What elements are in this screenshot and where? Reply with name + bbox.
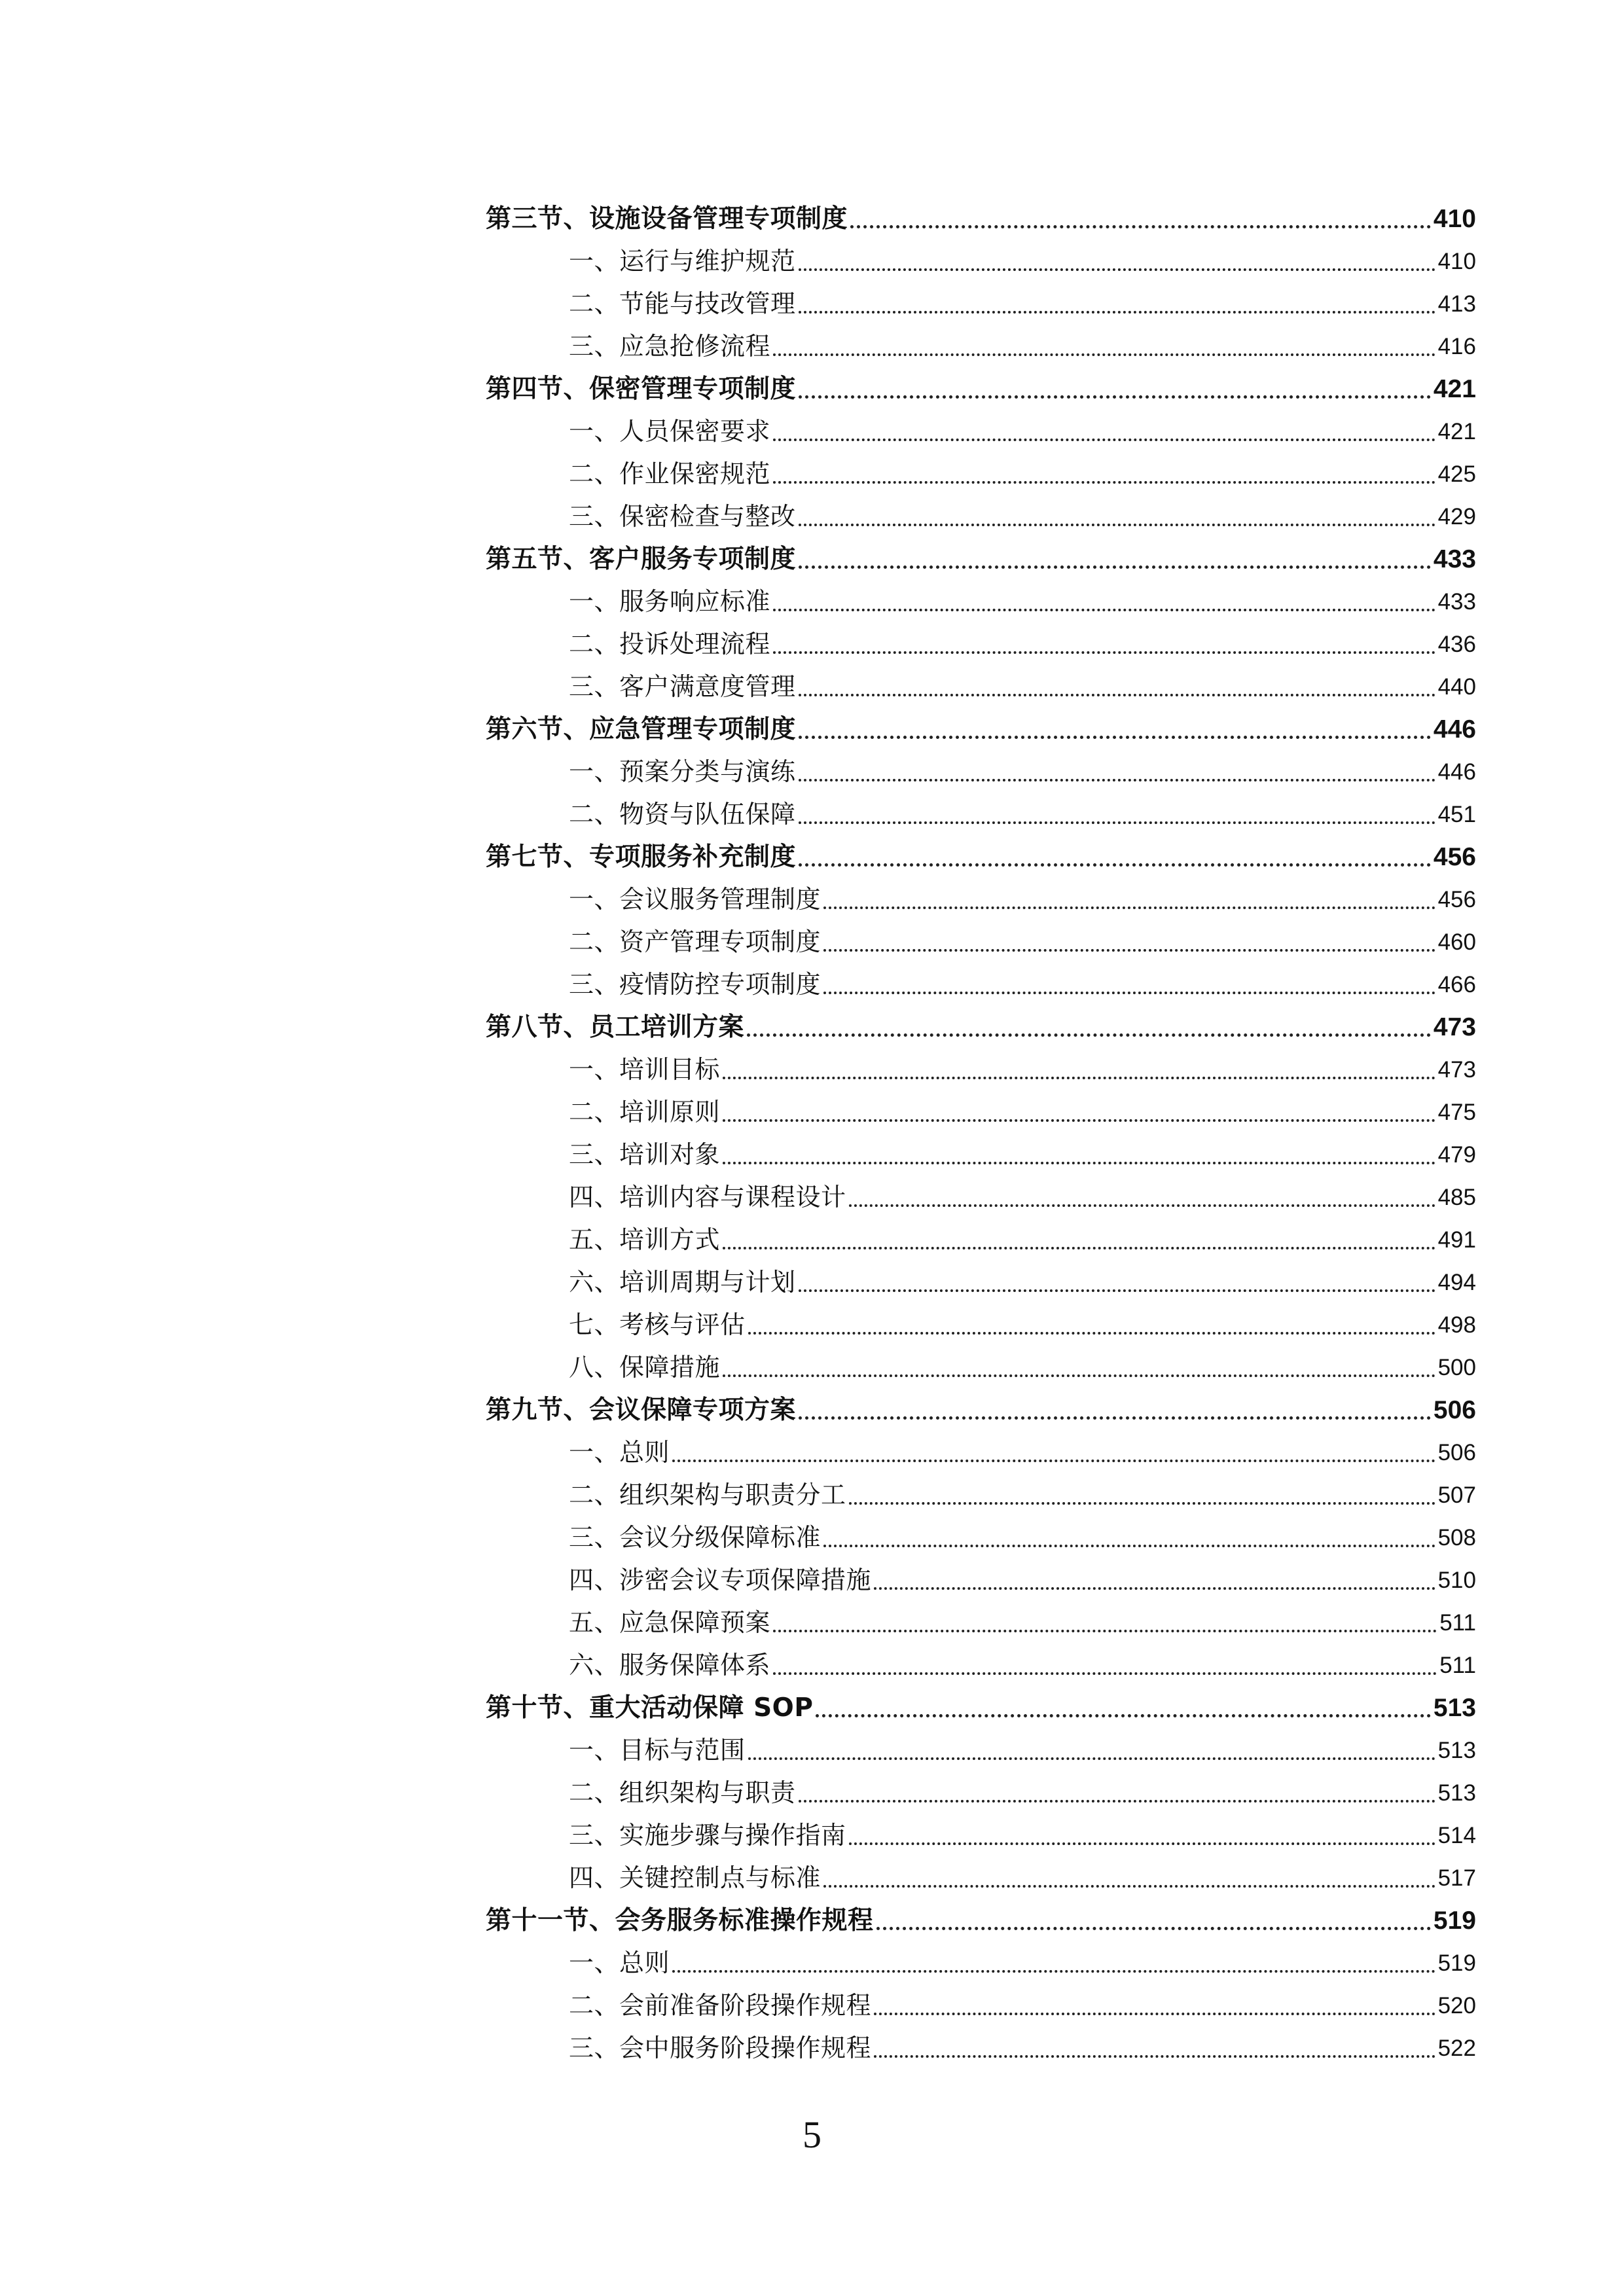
toc-dot-leader <box>799 863 1431 867</box>
toc-entry-page: 433 <box>1437 589 1476 615</box>
toc-dot-leader <box>799 694 1435 696</box>
toc-dot-leader <box>876 1927 1431 1930</box>
toc-subsection-entry[interactable] <box>486 495 1476 538</box>
toc-dot-leader <box>823 1545 1435 1547</box>
toc-entry-title: 一、预案分类与演练 <box>569 757 796 786</box>
toc-entry-page: 425 <box>1437 461 1476 487</box>
toc-entry-page: 456 <box>1433 843 1476 871</box>
toc-dot-leader <box>874 2055 1435 2058</box>
toc-entry-title: 第八节、员工培训方案 <box>486 1013 745 1042</box>
toc-entry-title: 一、培训目标 <box>569 1055 721 1084</box>
toc-subsection-entry[interactable] <box>486 1134 1476 1176</box>
toc-subsection-entry[interactable] <box>486 623 1476 666</box>
toc-subsection-entry[interactable] <box>486 1729 1476 1772</box>
toc-dot-leader <box>748 1757 1435 1760</box>
toc-dot-leader <box>849 1502 1435 1505</box>
toc-entry-title: 五、培训方式 <box>569 1225 721 1254</box>
toc-dot-leader <box>799 524 1435 526</box>
toc-entry-title: 第六节、应急管理专项制度 <box>486 715 797 744</box>
toc-entry-page: 506 <box>1437 1440 1476 1465</box>
toc-entry-page: 513 <box>1437 1780 1476 1806</box>
toc-entry-page: 446 <box>1437 759 1476 785</box>
toc-dot-leader <box>773 651 1435 654</box>
toc-entry-page: 491 <box>1437 1227 1476 1253</box>
toc-entry-title: 一、服务响应标准 <box>569 587 771 616</box>
toc-subsection-entry[interactable] <box>486 1559 1476 1602</box>
toc-entry-page: 514 <box>1437 1823 1476 1848</box>
toc-entry-page: 451 <box>1437 802 1476 827</box>
toc-entry-title: 一、总则 <box>569 1948 670 1977</box>
toc-entry-title: 第三节、设施设备管理专项制度 <box>486 204 848 234</box>
toc-subsection-entry[interactable] <box>486 1644 1476 1687</box>
toc-entry-title: 三、培训对象 <box>569 1140 721 1169</box>
toc-subsection-entry[interactable] <box>486 1474 1476 1516</box>
toc-subsection-entry[interactable] <box>486 283 1476 325</box>
toc-subsection-entry[interactable] <box>486 1304 1476 1346</box>
toc-entry-page: 520 <box>1437 1993 1476 2018</box>
toc-section-entry[interactable] <box>486 1006 1476 1049</box>
toc-entry-page: 511 <box>1439 1610 1476 1636</box>
toc-entry-title: 第四节、保密管理专项制度 <box>486 374 797 404</box>
toc-entry-title: 四、涉密会议专项保障措施 <box>569 1566 872 1594</box>
toc-dot-leader <box>773 1630 1437 1632</box>
toc-entry-title: 一、总则 <box>569 1438 670 1467</box>
toc-entry-page: 508 <box>1437 1525 1476 1551</box>
toc-dot-leader <box>850 225 1431 228</box>
toc-subsection-entry[interactable] <box>486 410 1476 453</box>
table-of-contents <box>486 198 1476 2070</box>
toc-section-entry[interactable] <box>486 708 1476 751</box>
toc-entry-title: 四、关键控制点与标准 <box>569 1863 821 1892</box>
toc-dot-leader <box>799 1800 1435 1803</box>
toc-subsection-entry[interactable] <box>486 751 1476 793</box>
toc-entry-title: 第五节、客户服务专项制度 <box>486 545 797 574</box>
toc-entry-page: 511 <box>1439 1653 1476 1678</box>
toc-dot-leader <box>849 1204 1435 1207</box>
toc-entry-page: 494 <box>1437 1270 1476 1295</box>
toc-entry-page: 421 <box>1437 419 1476 444</box>
toc-subsection-entry[interactable] <box>486 1772 1476 1814</box>
toc-entry-page: 510 <box>1437 1568 1476 1593</box>
toc-dot-leader <box>773 353 1435 356</box>
toc-dot-leader <box>823 949 1435 952</box>
toc-entry-page: 429 <box>1437 504 1476 529</box>
toc-dot-leader <box>773 609 1435 611</box>
toc-dot-leader <box>799 736 1431 739</box>
toc-entry-page: 513 <box>1433 1694 1476 1722</box>
toc-subsection-entry[interactable] <box>486 581 1476 623</box>
toc-subsection-entry[interactable] <box>486 1431 1476 1474</box>
toc-subsection-entry[interactable] <box>486 1814 1476 1857</box>
toc-section-entry[interactable] <box>486 1687 1476 1729</box>
toc-entry-page: 446 <box>1433 715 1476 744</box>
toc-entry-title: 第九节、会议保障专项方案 <box>486 1395 797 1425</box>
toc-entry-title: 三、会议分级保障标准 <box>569 1523 821 1552</box>
toc-entry-title: 二、资产管理专项制度 <box>569 927 821 956</box>
toc-dot-leader <box>799 395 1431 399</box>
toc-entry-title: 一、人员保密要求 <box>569 417 771 446</box>
toc-dot-leader <box>748 1332 1435 1335</box>
toc-entry-page: 507 <box>1437 1482 1476 1508</box>
toc-entry-page: 416 <box>1437 334 1476 359</box>
toc-entry-page: 479 <box>1437 1142 1476 1168</box>
toc-entry-page: 473 <box>1437 1057 1476 1083</box>
toc-subsection-entry[interactable] <box>486 240 1476 283</box>
toc-dot-leader <box>773 1672 1437 1675</box>
toc-entry-title: 二、组织架构与职责 <box>569 1778 796 1807</box>
toc-dot-leader <box>773 481 1435 484</box>
toc-entry-title: 三、疫情防控专项制度 <box>569 970 821 999</box>
toc-subsection-entry[interactable] <box>486 1049 1476 1091</box>
toc-entry-page: 433 <box>1433 545 1476 573</box>
toc-dot-leader <box>799 1289 1435 1292</box>
toc-section-entry[interactable] <box>486 836 1476 878</box>
toc-subsection-entry[interactable] <box>486 453 1476 495</box>
toc-dot-leader <box>823 906 1435 909</box>
toc-entry-page: 410 <box>1433 205 1476 233</box>
toc-entry-title: 五、应急保障预案 <box>569 1608 771 1637</box>
toc-entry-title: 六、服务保障体系 <box>569 1651 771 1679</box>
toc-subsection-entry[interactable] <box>486 1219 1476 1261</box>
toc-entry-title: 八、保障措施 <box>569 1353 721 1382</box>
toc-entry-title: 二、组织架构与职责分工 <box>569 1480 846 1509</box>
toc-dot-leader <box>816 1714 1431 1717</box>
toc-section-entry[interactable] <box>486 198 1476 240</box>
toc-entry-title: 六、培训周期与计划 <box>569 1268 796 1297</box>
toc-subsection-entry[interactable] <box>486 325 1476 368</box>
toc-subsection-entry[interactable] <box>486 2027 1476 2070</box>
toc-entry-title: 七、考核与评估 <box>569 1310 746 1339</box>
toc-entry-title: 二、投诉处理流程 <box>569 630 771 658</box>
toc-subsection-entry[interactable] <box>486 666 1476 708</box>
toc-dot-leader <box>823 1885 1435 1888</box>
toc-subsection-entry[interactable] <box>486 793 1476 836</box>
toc-dot-leader <box>849 1842 1435 1845</box>
toc-dot-leader <box>799 779 1435 781</box>
toc-entry-page: 410 <box>1437 249 1476 274</box>
page-number: 5 <box>803 2113 821 2156</box>
toc-dot-leader <box>799 311 1435 314</box>
toc-entry-title: 三、应急抢修流程 <box>569 332 771 361</box>
toc-entry-page: 436 <box>1437 632 1476 657</box>
toc-dot-leader <box>747 1033 1431 1037</box>
toc-dot-leader <box>874 2013 1435 2015</box>
toc-entry-page: 421 <box>1433 375 1476 403</box>
toc-subsection-entry[interactable] <box>486 1346 1476 1389</box>
toc-entry-page: 473 <box>1433 1013 1476 1041</box>
toc-entry-page: 519 <box>1433 1907 1476 1935</box>
toc-entry-page: 475 <box>1437 1100 1476 1125</box>
toc-entry-page: 498 <box>1437 1312 1476 1338</box>
toc-entry-page: 517 <box>1437 1865 1476 1891</box>
toc-section-entry[interactable] <box>486 368 1476 410</box>
toc-entry-title: 第十节、重大活动保障 SOP <box>486 1693 814 1723</box>
toc-entry-title: 二、作业保密规范 <box>569 459 771 488</box>
toc-section-entry[interactable] <box>486 1899 1476 1942</box>
toc-entry-title: 第七节、专项服务补充制度 <box>486 842 797 872</box>
toc-entry-title: 二、物资与队伍保障 <box>569 800 796 829</box>
toc-dot-leader <box>723 1119 1435 1122</box>
toc-dot-leader <box>672 1460 1435 1462</box>
toc-entry-page: 500 <box>1437 1355 1476 1380</box>
toc-entry-title: 三、客户满意度管理 <box>569 672 796 701</box>
toc-subsection-entry[interactable] <box>486 1516 1476 1559</box>
toc-dot-leader <box>723 1077 1435 1079</box>
toc-entry-page: 460 <box>1437 929 1476 955</box>
toc-entry-title: 二、节能与技改管理 <box>569 289 796 318</box>
toc-section-entry[interactable] <box>486 1389 1476 1431</box>
toc-subsection-entry[interactable] <box>486 1091 1476 1134</box>
toc-entry-page: 513 <box>1437 1738 1476 1763</box>
toc-dot-leader <box>773 439 1435 441</box>
toc-subsection-entry[interactable] <box>486 1261 1476 1304</box>
toc-subsection-entry[interactable] <box>486 1602 1476 1644</box>
toc-entry-title: 二、培训原则 <box>569 1098 721 1126</box>
toc-dot-leader <box>799 565 1431 569</box>
toc-entry-page: 413 <box>1437 291 1476 317</box>
toc-entry-page: 440 <box>1437 674 1476 700</box>
toc-entry-title: 三、会中服务阶段操作规程 <box>569 2034 872 2062</box>
toc-entry-title: 第十一节、会务服务标准操作规程 <box>486 1906 874 1935</box>
toc-entry-page: 506 <box>1433 1396 1476 1424</box>
toc-dot-leader <box>874 1587 1435 1590</box>
toc-dot-leader <box>723 1247 1435 1249</box>
toc-entry-page: 466 <box>1437 972 1476 997</box>
toc-dot-leader <box>823 992 1435 994</box>
toc-subsection-entry[interactable] <box>486 1176 1476 1219</box>
toc-dot-leader <box>799 1416 1431 1420</box>
toc-entry-page: 485 <box>1437 1185 1476 1210</box>
toc-dot-leader <box>799 821 1435 824</box>
toc-subsection-entry[interactable] <box>486 1857 1476 1899</box>
toc-dot-leader <box>799 268 1435 271</box>
toc-entry-page: 519 <box>1437 1950 1476 1976</box>
toc-subsection-entry[interactable] <box>486 963 1476 1006</box>
toc-section-entry[interactable] <box>486 538 1476 581</box>
toc-entry-title: 三、实施步骤与操作指南 <box>569 1821 846 1850</box>
toc-entry-title: 一、目标与范围 <box>569 1736 746 1765</box>
toc-entry-page: 522 <box>1437 2036 1476 2061</box>
toc-entry-title: 一、运行与维护规范 <box>569 247 796 276</box>
toc-entry-title: 一、会议服务管理制度 <box>569 885 821 914</box>
toc-dot-leader <box>672 1970 1435 1973</box>
toc-entry-title: 二、会前准备阶段操作规程 <box>569 1991 872 2020</box>
toc-subsection-entry[interactable] <box>486 1942 1476 1984</box>
toc-subsection-entry[interactable] <box>486 921 1476 963</box>
toc-dot-leader <box>723 1374 1435 1377</box>
toc-subsection-entry[interactable] <box>486 878 1476 921</box>
toc-entry-page: 456 <box>1437 887 1476 912</box>
toc-subsection-entry[interactable] <box>486 1984 1476 2027</box>
toc-entry-title: 三、保密检查与整改 <box>569 502 796 531</box>
toc-dot-leader <box>723 1162 1435 1164</box>
toc-entry-title: 四、培训内容与课程设计 <box>569 1183 846 1211</box>
